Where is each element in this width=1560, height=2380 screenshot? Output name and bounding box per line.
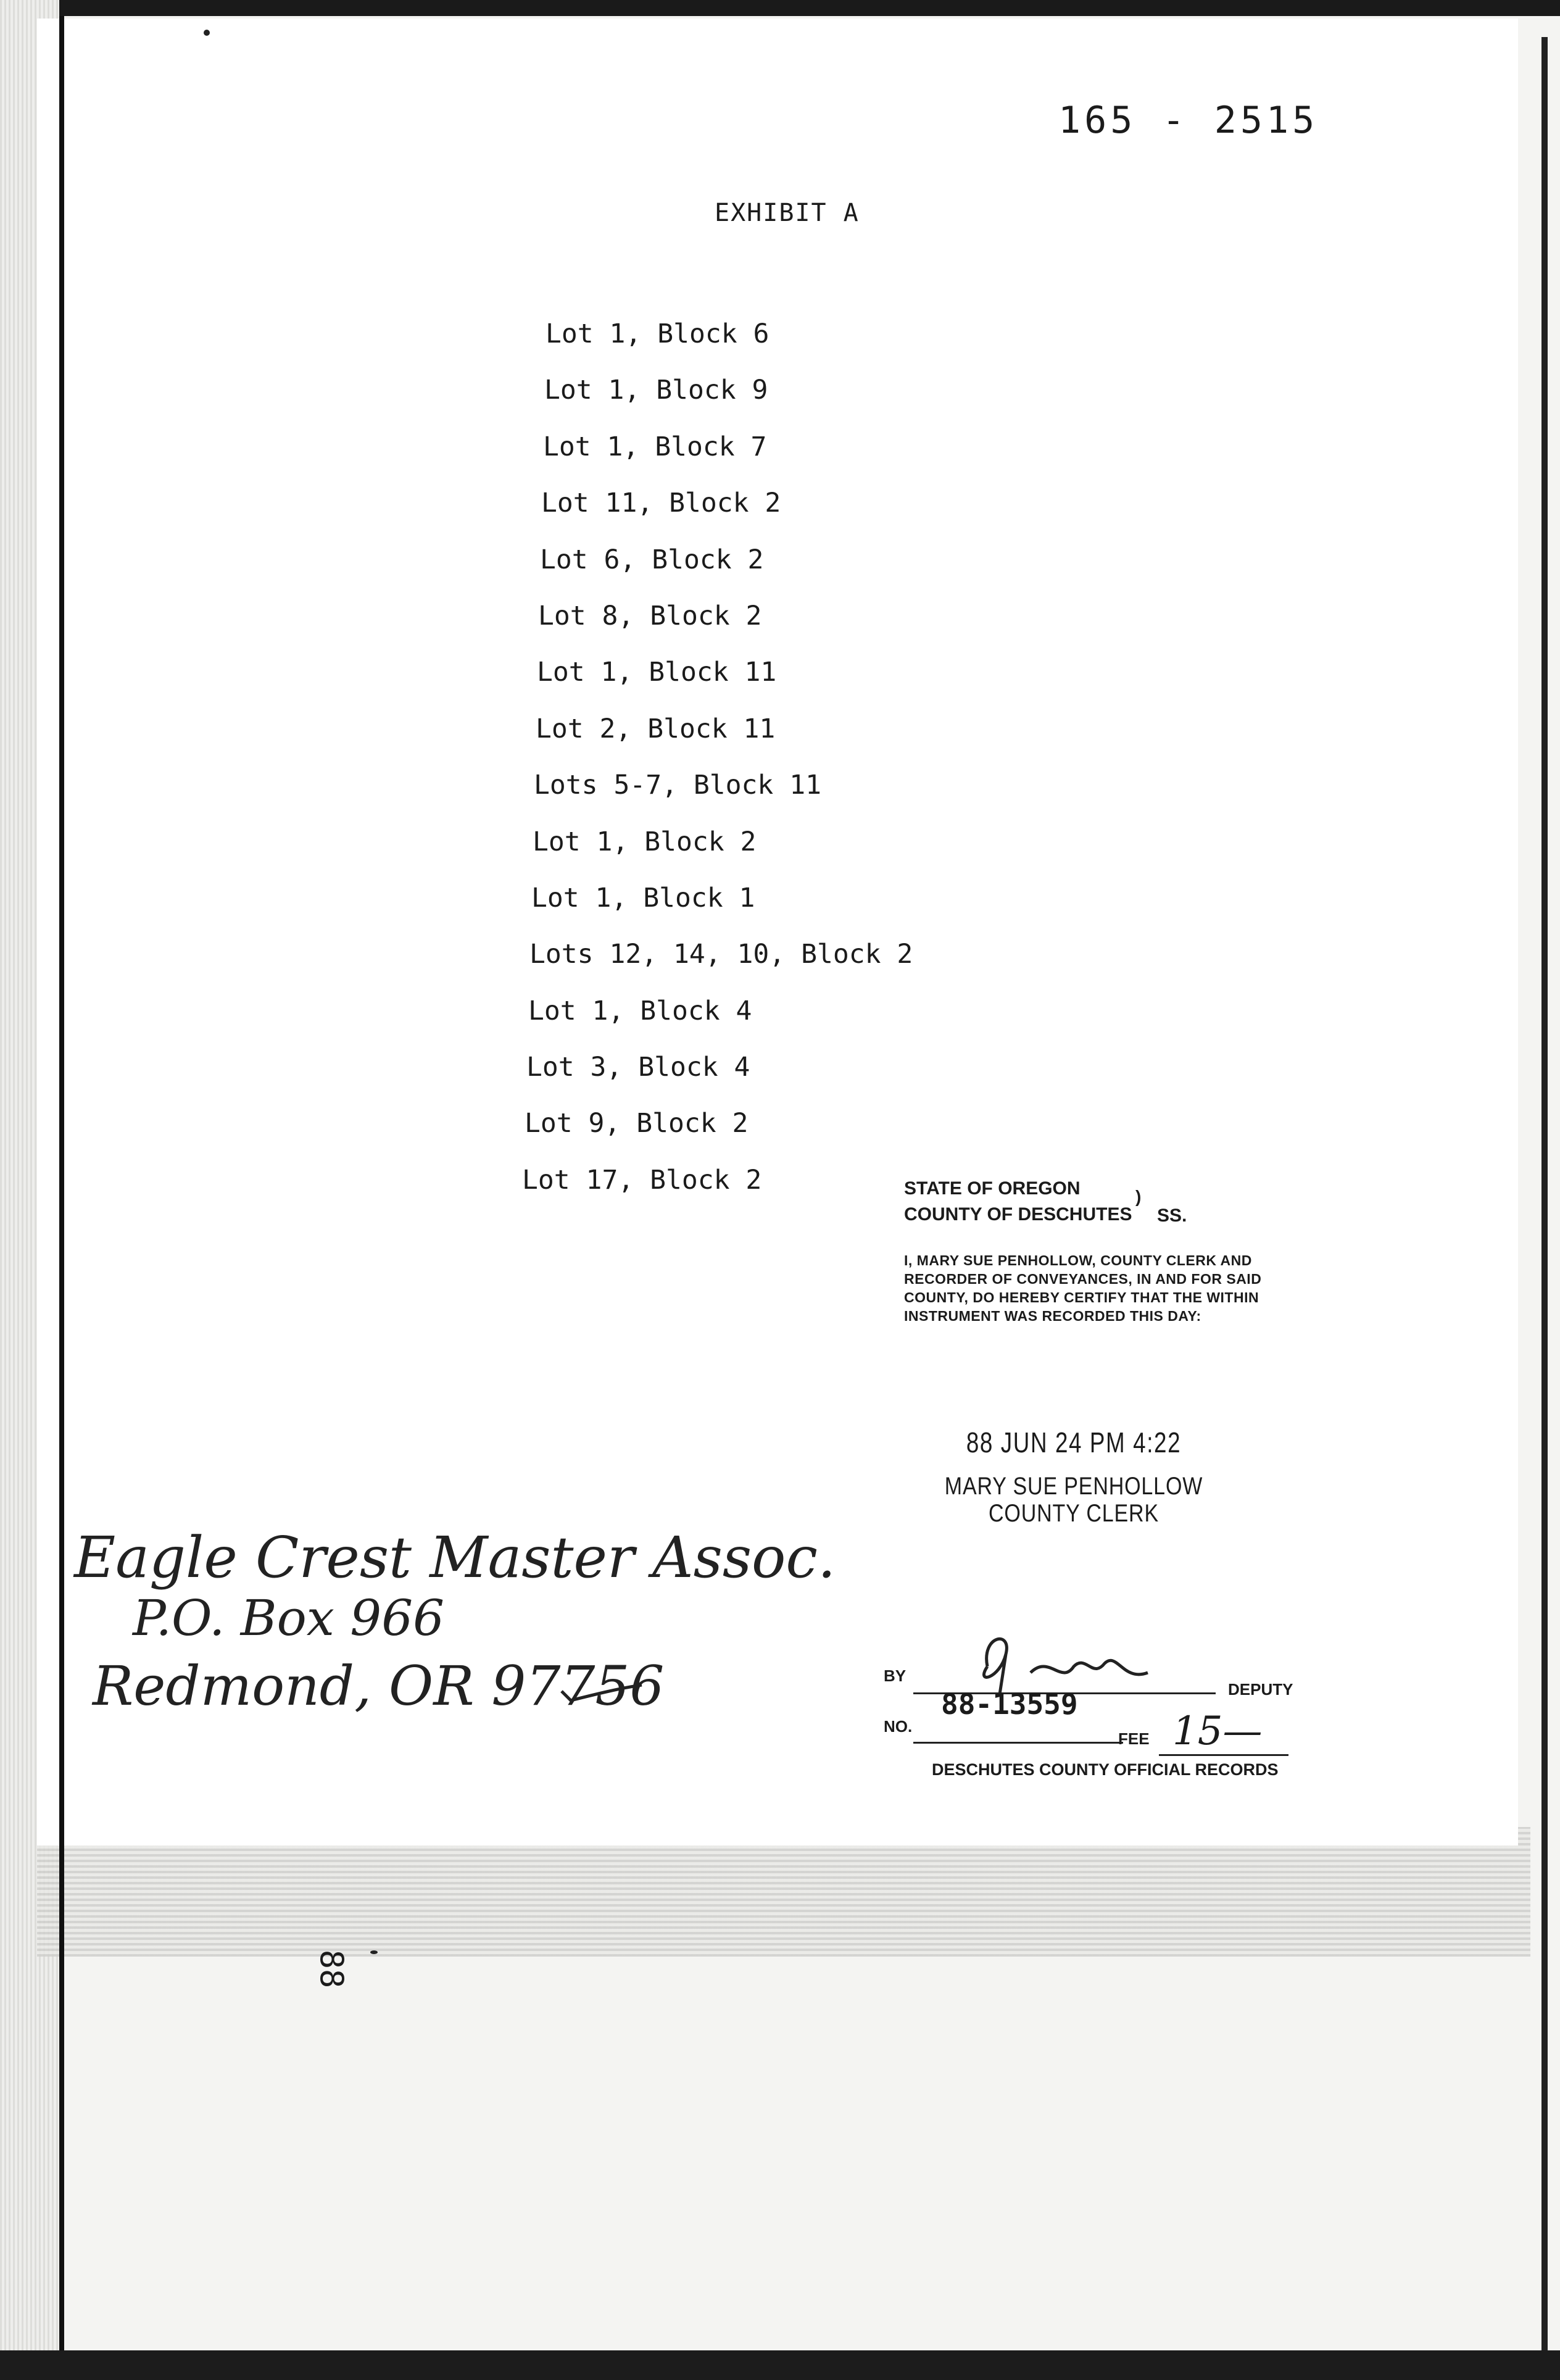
stamp-county: COUNTY OF DESCHUTES — [904, 1204, 1132, 1225]
stamp-ss: SS. — [1157, 1205, 1187, 1226]
margin-mark: 88 — [312, 1949, 350, 1989]
lot-item: Lot 17, Block 2 — [522, 1164, 762, 1196]
lot-item: Lot 8, Block 2 — [538, 600, 762, 631]
clerk-title: COUNTY CLERK — [989, 1500, 1159, 1527]
lot-item: Lot 6, Block 2 — [540, 544, 764, 575]
return-address-line-2: P.O. Box 966 — [133, 1589, 444, 1647]
no-label: NO. — [884, 1717, 913, 1736]
record-number: 88-13559 — [941, 1687, 1078, 1721]
scan-edge-top — [59, 0, 1560, 16]
lot-item: Lot 1, Block 4 — [528, 995, 752, 1026]
fee-value: 15— — [1172, 1708, 1263, 1754]
scan-shadow-bottom — [37, 1827, 1530, 1957]
lot-item: Lot 2, Block 11 — [536, 713, 776, 744]
stamp-state: STATE OF OREGON — [904, 1178, 1081, 1199]
scan-edge-bottom — [0, 2350, 1560, 2380]
stamp-bracket: ) — [1135, 1187, 1142, 1206]
clerk-date-stamp — [913, 1426, 1234, 1527]
recording-stamp — [904, 1176, 1324, 1325]
lot-item: Lot 1, Block 9 — [544, 375, 768, 406]
lot-item: Lot 9, Block 2 — [525, 1108, 749, 1139]
scan-edge-right — [1541, 37, 1548, 2380]
lot-item: Lot 1, Block 1 — [531, 882, 755, 913]
check-mark-icon — [558, 1679, 645, 1704]
return-address-line-1: Eagle Crest Master Assoc. — [74, 1525, 836, 1591]
exhibit-title: EXHIBIT A — [715, 199, 860, 227]
fee-line — [1159, 1754, 1288, 1756]
stamp-certification: I, MARY SUE PENHOLLOW, COUNTY CLERK AND RECORDER OF CONVEYANCES, IN AND FOR SAID COUNTY, DO HEREBY CERTIFY THAT THE WITHIN INSTRUMENT WAS RECORDED THIS DAY: — [904, 1252, 1262, 1324]
lot-item: Lot 11, Block 2 — [541, 488, 781, 519]
document-number: 165 - 2515 — [1058, 99, 1319, 142]
lot-item: Lots 5-7, Block 11 — [534, 770, 821, 801]
lot-list — [518, 306, 1012, 1209]
return-address-line-3: Redmond, OR 97756 — [93, 1654, 665, 1718]
speck — [370, 1950, 378, 1954]
lot-item: Lots 12, 14, 10, Block 2 — [529, 939, 913, 970]
official-records-label: DESCHUTES COUNTY OFFICIAL RECORDS — [932, 1760, 1279, 1779]
recorded-datetime: 88 JUN 24 PM 4:22 — [966, 1426, 1182, 1458]
fee-label: FEE — [1118, 1729, 1150, 1748]
by-label: BY — [884, 1666, 907, 1685]
lot-item: Lot 1, Block 2 — [533, 826, 757, 857]
no-line — [913, 1742, 1123, 1744]
lot-item: Lot 1, Block 6 — [546, 318, 770, 349]
lot-item: Lot 1, Block 7 — [543, 431, 767, 462]
lot-item: Lot 1, Block 11 — [537, 657, 777, 688]
lot-item: Lot 3, Block 4 — [526, 1052, 750, 1083]
speck — [204, 30, 210, 36]
scan-edge-left — [59, 0, 64, 2380]
clerk-name: MARY SUE PENHOLLOW — [944, 1473, 1203, 1500]
deputy-label: DEPUTY — [1228, 1680, 1293, 1699]
